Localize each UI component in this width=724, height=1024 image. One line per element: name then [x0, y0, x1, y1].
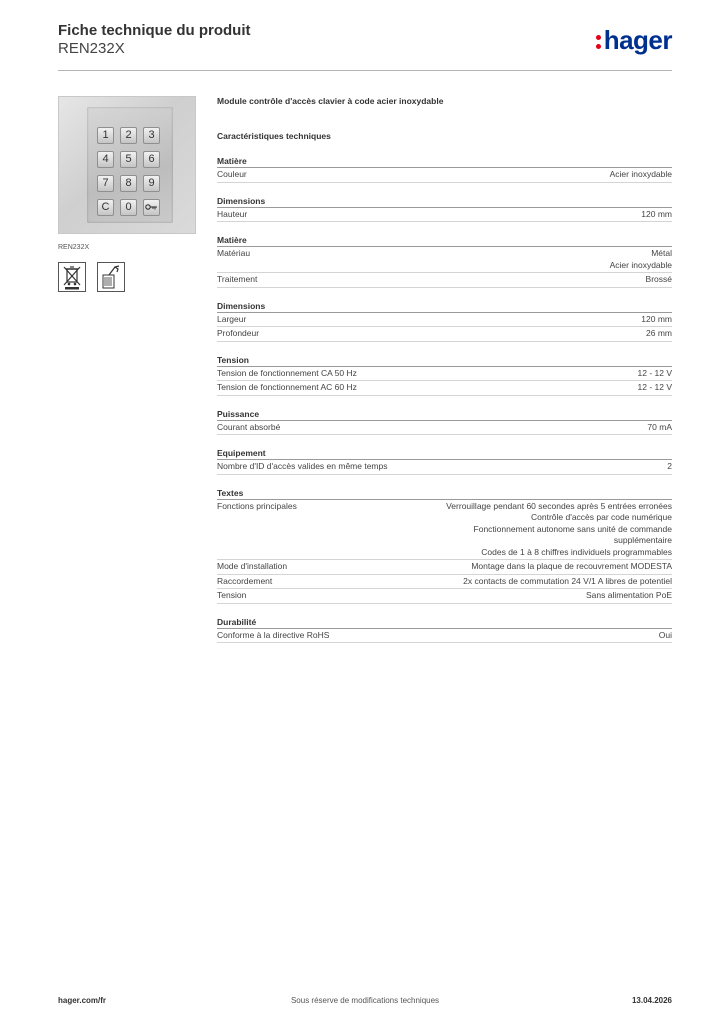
hager-logo — [596, 26, 672, 54]
spec-value-line: Oui — [658, 629, 672, 640]
section-title: Dimensions — [217, 195, 672, 208]
keypad-plate — [87, 107, 173, 223]
logo-text: hager — [603, 25, 672, 55]
page-header — [58, 22, 672, 71]
section-title: Puissance — [217, 408, 672, 421]
spec-value-line: Brossé — [645, 274, 672, 284]
spec-label: Nombre d'ID d'accès valides en même temps — [217, 461, 388, 471]
spec-row — [217, 589, 672, 604]
spec-value-line: 26 mm — [646, 328, 672, 338]
spec-value-line: Codes de 1 à 8 chiffres individuels programmables — [481, 546, 672, 557]
section-title: Tension — [217, 354, 672, 367]
image-caption: REN232X — [58, 244, 90, 251]
keypad-key: 5 — [120, 151, 137, 168]
spec-section — [217, 487, 672, 604]
logo-dots-icon — [596, 33, 602, 49]
spec-value — [250, 248, 672, 271]
spec-value-line: Verrouillage pendant 60 secondes après 5 entrées erronées — [446, 500, 672, 511]
spec-value — [357, 382, 672, 394]
spec-value-line: 70 mA — [647, 421, 672, 432]
spec-row — [217, 629, 672, 644]
section-title: Dimensions — [217, 300, 672, 313]
weee-bin-icon-graphic — [59, 263, 85, 291]
spec-section — [217, 447, 672, 475]
spec-sections — [217, 155, 672, 643]
spec-row — [217, 247, 672, 273]
spec-label: Hauteur — [217, 208, 248, 219]
keypad-key: 4 — [97, 151, 114, 168]
spec-row — [217, 460, 672, 475]
spec-row — [217, 575, 672, 590]
spec-value-line: Sans alimentation PoE — [586, 590, 672, 600]
spec-value — [247, 169, 672, 181]
footer-date: 13.04.2026 — [631, 996, 672, 1005]
spec-value — [329, 630, 672, 642]
spec-value-line: 2x contacts de commutation 24 V/1 A libres de potentiel — [463, 575, 672, 586]
keypad-key: C — [97, 199, 114, 216]
spec-value-line: Fonctionnement autonome sans unité de commande — [473, 523, 672, 534]
spec-value-line: 120 mm — [641, 313, 672, 324]
footer-disclaimer: Sous réserve de modifications techniques — [290, 996, 440, 1005]
spec-value-line: Acier inoxydable — [609, 169, 672, 179]
spec-value-line: Contrôle d'accès par code numérique — [530, 512, 672, 522]
section-title: Durabilité — [217, 616, 672, 629]
keypad — [97, 127, 160, 216]
spec-row — [217, 327, 672, 342]
spec-label: Conforme à la directive RoHS — [217, 629, 330, 640]
spec-label: Raccordement — [217, 575, 273, 586]
specs-heading: Caractéristiques techniques — [217, 131, 331, 141]
key-icon — [143, 199, 160, 216]
section-title: Textes — [217, 487, 672, 500]
spec-label: Tension de fonctionnement AC 60 Hz — [217, 382, 357, 392]
spec-value — [357, 368, 672, 380]
spec-section — [217, 300, 672, 342]
spec-row — [217, 208, 672, 223]
spec-row — [217, 367, 672, 382]
spec-value — [387, 461, 672, 473]
spec-value — [280, 422, 672, 434]
installation-icon — [97, 262, 125, 292]
spec-row — [217, 381, 672, 396]
spec-value-line: 12 - 12 V — [637, 367, 672, 378]
weee-bin-icon — [58, 262, 86, 292]
page-footer — [58, 996, 672, 1008]
section-title: Matière — [217, 234, 672, 247]
spec-value-line: supplémentaire — [613, 535, 672, 545]
footer-website[interactable]: hager.com/fr — [58, 996, 107, 1005]
spec-value — [259, 328, 672, 340]
spec-section — [217, 616, 672, 644]
spec-value — [246, 314, 672, 326]
keypad-key: 6 — [143, 151, 160, 168]
spec-value — [246, 590, 672, 602]
spec-row — [217, 500, 672, 561]
spec-label: Matériau — [217, 248, 251, 258]
page-title: Fiche technique du produit — [58, 22, 251, 39]
spec-section — [217, 234, 672, 288]
keypad-key: 3 — [143, 127, 160, 144]
spec-label: Couleur — [217, 169, 247, 179]
keypad-key: 2 — [120, 127, 137, 144]
spec-value — [272, 576, 672, 588]
product-reference: REN232X — [58, 40, 125, 57]
spec-label: Tension — [217, 590, 247, 600]
spec-section — [217, 354, 672, 396]
keypad-key: 9 — [143, 175, 160, 192]
keypad-key: 7 — [97, 175, 114, 192]
product-image — [58, 96, 196, 234]
content-column — [217, 96, 672, 643]
installation-icon-graphic — [98, 263, 124, 291]
spec-row — [217, 421, 672, 436]
spec-label: Courant absorbé — [217, 421, 281, 432]
spec-value-line: 120 mm — [641, 208, 672, 219]
spec-label: Tension de fonctionnement CA 50 Hz — [217, 367, 357, 378]
spec-value — [297, 501, 672, 559]
spec-value-line: 12 - 12 V — [637, 382, 672, 392]
section-title: Matière — [217, 155, 672, 168]
spec-value — [257, 274, 672, 286]
spec-label: Largeur — [217, 313, 247, 324]
keypad-key: 0 — [120, 199, 137, 216]
spec-value-line: 2 — [667, 461, 672, 471]
spec-section — [217, 195, 672, 223]
spec-label: Traitement — [217, 274, 258, 284]
spec-value — [287, 561, 672, 573]
spec-section — [217, 155, 672, 183]
section-title: Equipement — [217, 447, 672, 460]
keypad-key: 1 — [97, 127, 114, 144]
product-description: Module contrôle d'accès clavier à code acier inoxydable — [217, 96, 444, 106]
spec-row — [217, 273, 672, 288]
spec-value — [247, 209, 672, 221]
spec-row — [217, 168, 672, 183]
spec-row — [217, 560, 672, 575]
spec-value-line: Acier inoxydable — [609, 259, 672, 270]
spec-label: Profondeur — [217, 328, 260, 338]
spec-value-line: Montage dans la plaque de recouvrement MODESTA — [471, 561, 672, 571]
spec-label: Fonctions principales — [217, 500, 297, 511]
spec-value-line: Métal — [651, 248, 672, 258]
spec-section — [217, 408, 672, 436]
spec-row — [217, 313, 672, 328]
spec-label: Mode d'installation — [217, 561, 288, 571]
keypad-key: 8 — [120, 175, 137, 192]
